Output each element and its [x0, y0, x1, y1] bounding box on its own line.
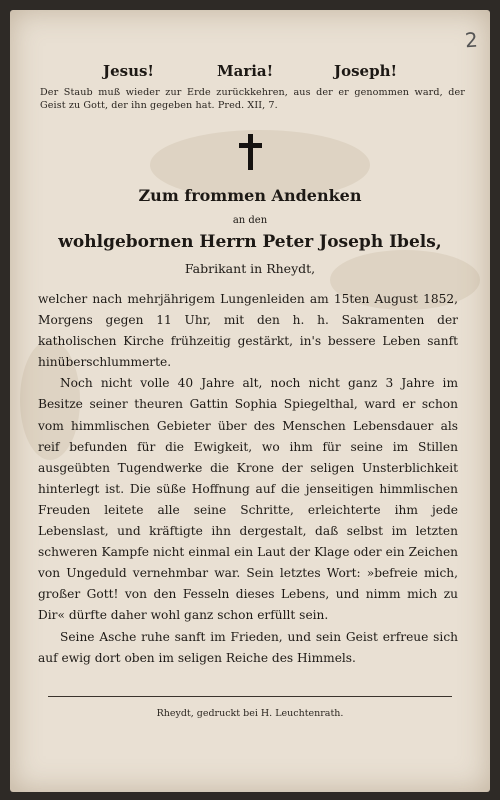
paragraph-life: Noch nicht volle 40 Jahre alt, noch nicht ganz 3 Jahre im Besitze seiner theuren Gattin Sophia Spiegelthal, ward er schon vom himmlischen Gebieter über des Menschen Lebensdauer als reif befunden für die Ewigkeit, wo ihm für seine im Stillen ausgeübten Tugendwerke die Krone der seligen Unsterblichkeit hinterlegt ist. Die süße Hoffnung auf die jenseitigen himmlischen Freuden leitete alle seine Schritte, erleichterte ihm jede Lebenslast, und kräftigte ihn dergestalt, daß selbst im letzten schweren Kampfe nicht einmal ein Laut der Klage oder ein Zeichen von Ungeduld vernehmbar war. Sein letztes Wort: »befreie mich, großer Gott! von den Fesseln dieses Lebens, und nimm mich zu Dir« dürfte daher wohl ganz schon erfüllt sein. [38, 376, 458, 623]
invocation-line [0, 62, 500, 84]
invocation-jesus: Jesus! [103, 62, 155, 80]
memorial-heading: Zum frommen Andenken [138, 186, 362, 205]
paragraph-blessing: Seine Asche ruhe sanft im Frieden, und sein Geist erfreue sich auf ewig dort oben im seligen Reiche des Himmels. [38, 629, 458, 665]
scripture-quote: Der Staub muß wieder zur Erde zurückkehren, aus der er genommen ward, der Geist zu Gott, der ihn gegeben hat. Pred. XII, 7. [40, 87, 465, 111]
deceased-name: wohlgebornen Herrn Peter Joseph Ibels, [58, 232, 442, 252]
invocation-joseph: Joseph! [334, 62, 398, 80]
heading-article: an den [232, 215, 268, 226]
page-number: 2 [464, 27, 479, 53]
deceased-occupation: Fabrikant in Rheydt, [184, 261, 316, 276]
divider [48, 696, 452, 697]
printer-imprint: Rheydt, gedruckt bei H. Leuchtenrath. [156, 708, 344, 719]
paragraph-death: welcher nach mehrjährigem Lungenleiden am 15ten August 1852, Morgens gegen 11 Uhr, mit den h. h. Sakramenten der katholischen Kirche frühzeitig gestärkt, in's bessere Leben sanft hinüberschlummerte. [38, 292, 458, 370]
cross-icon [236, 134, 266, 170]
invocation-maria: Maria! [217, 62, 274, 80]
memorial-text [38, 289, 458, 669]
